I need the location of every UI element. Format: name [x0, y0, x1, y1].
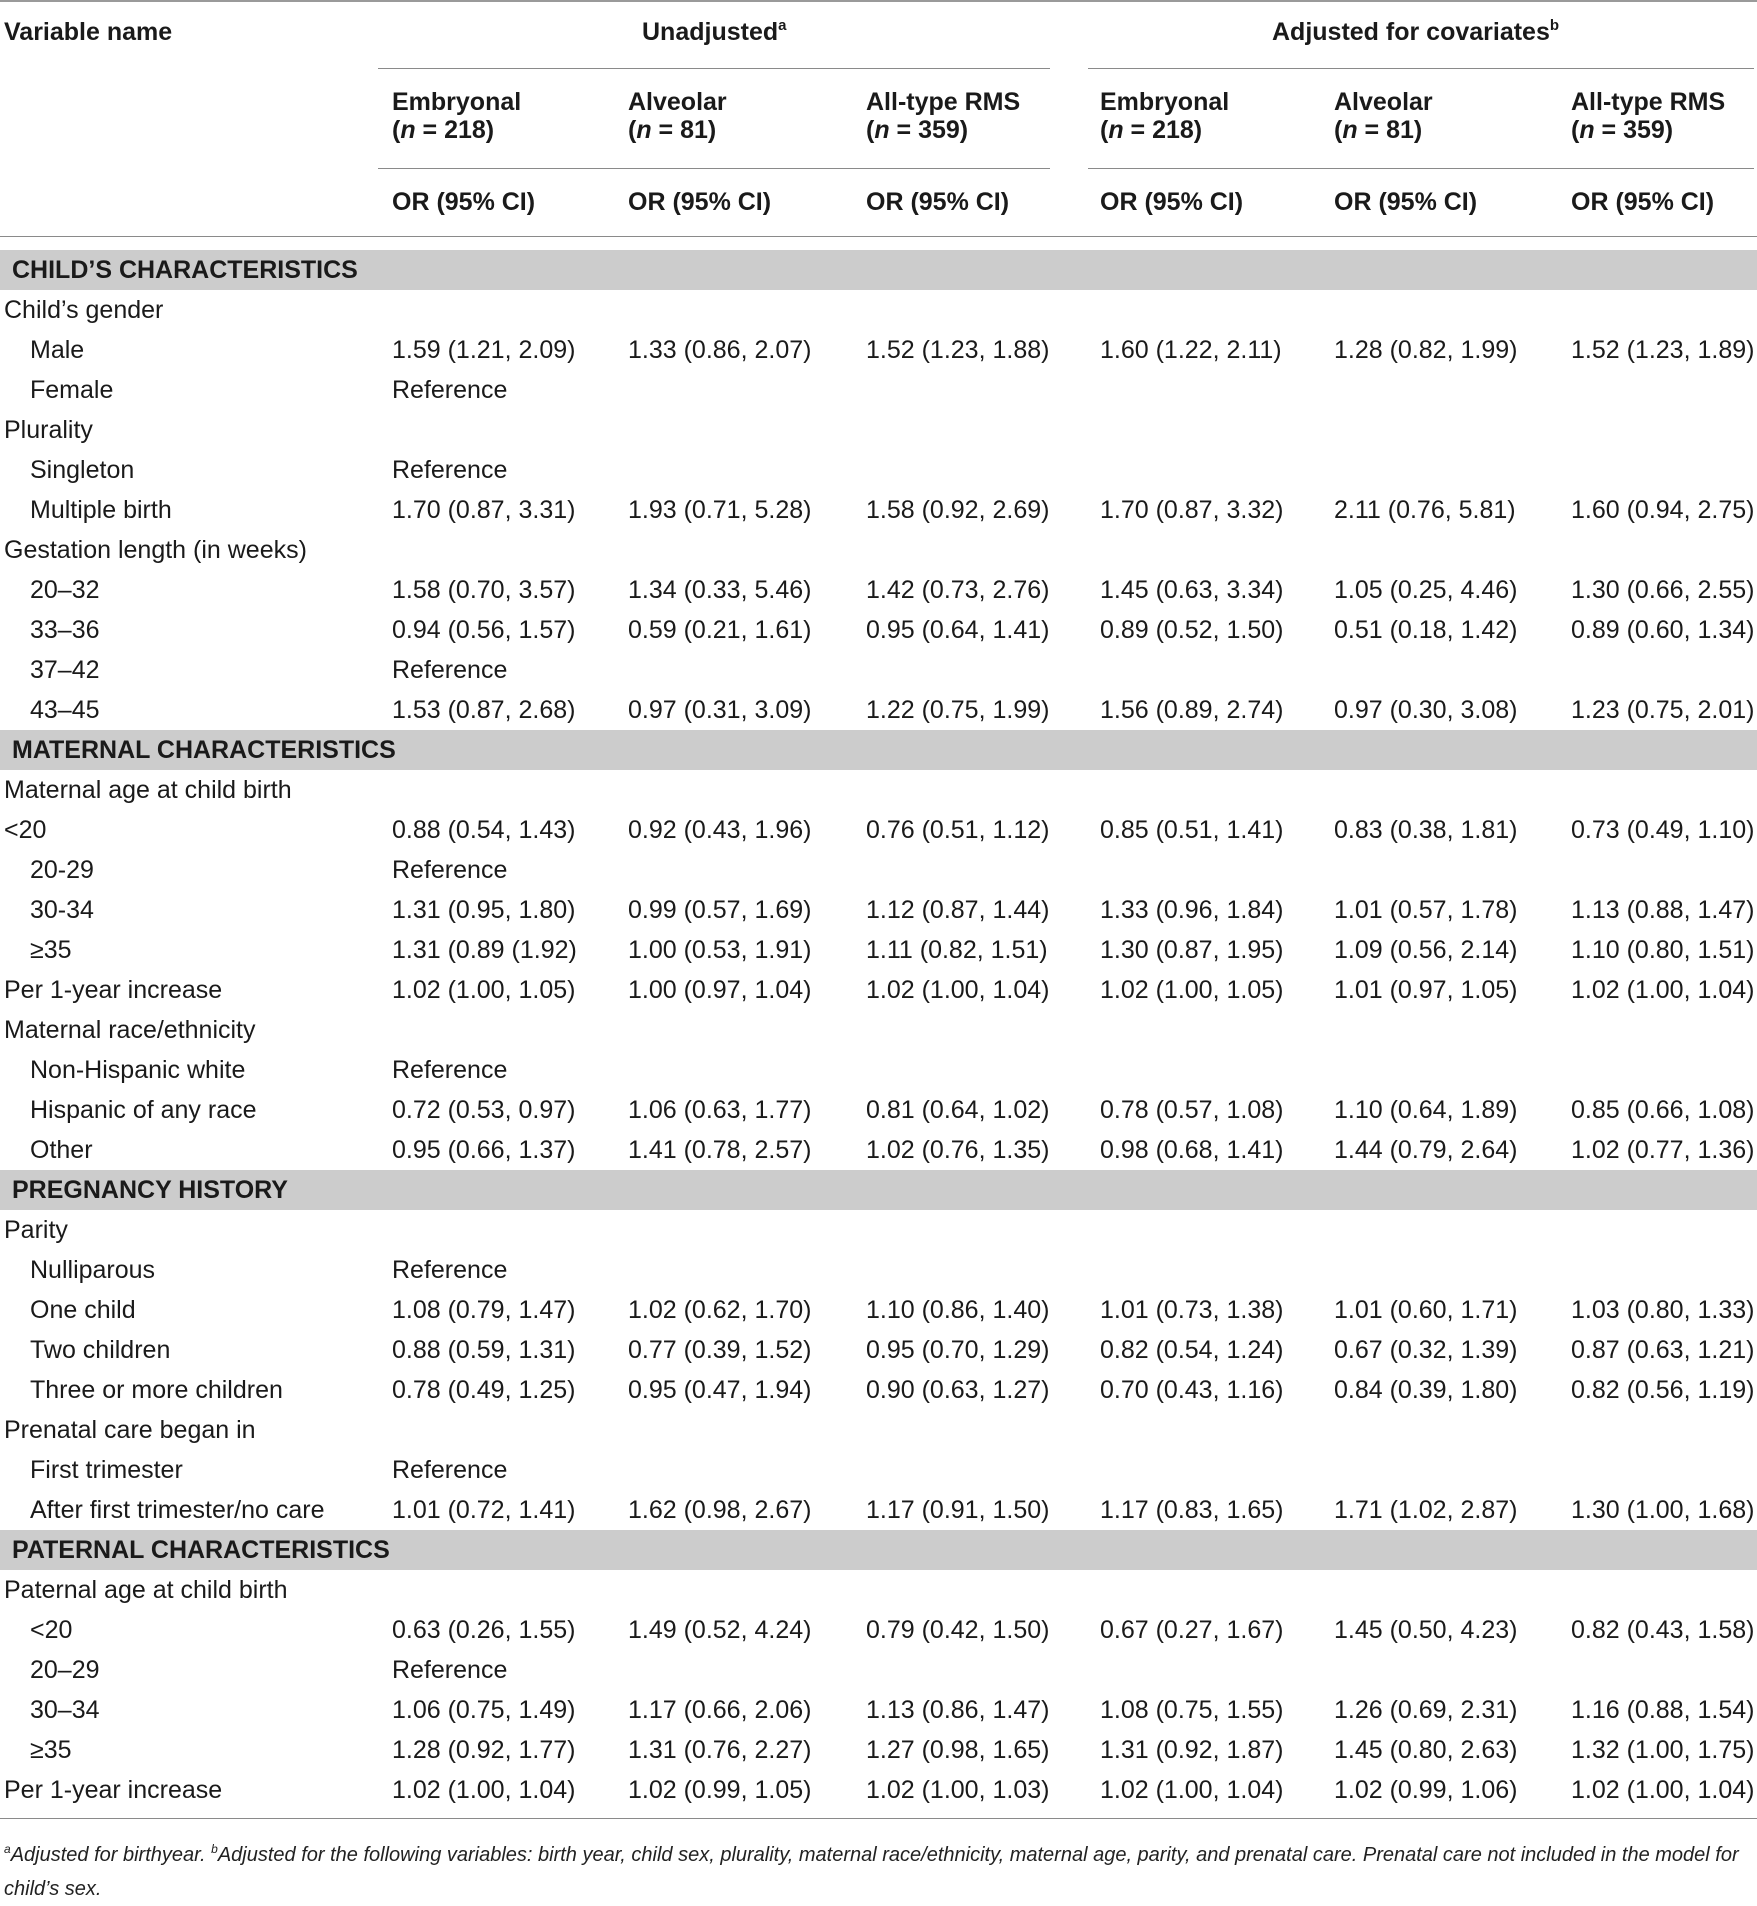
or-cell: 1.28 (0.92, 1.77) [392, 1736, 576, 1764]
row-label: Hispanic of any race [30, 1096, 257, 1124]
table-row [0, 1330, 1757, 1370]
row-label: Three or more children [30, 1376, 283, 1404]
group-rule-right [1088, 168, 1754, 169]
group-label-row [0, 530, 1757, 570]
row-label: Gestation length (in weeks) [4, 536, 307, 564]
or-cell: 0.51 (0.18, 1.42) [1334, 616, 1518, 644]
row-label: 20–29 [30, 1656, 100, 1684]
table-row [0, 1770, 1757, 1810]
group-header-3: All-type RMS (n = 359) [866, 88, 1021, 144]
or-cell: 1.30 (0.66, 2.55) [1571, 576, 1755, 604]
or-cell: 0.89 (0.52, 1.50) [1100, 616, 1284, 644]
or-cell: 1.03 (0.80, 1.33) [1571, 1296, 1755, 1324]
row-label: <20 [4, 816, 47, 844]
or-cell: Reference [392, 1256, 508, 1284]
footnote: $^a$Adjusted for birthyear. $^b$Adjusted for the following variables: birth year, child sex, plurality, maternal race/ethnicity, maternal age, parity, and prenatal care. Prenatal care not included in the model for child’s sex. [4, 1842, 1739, 1900]
section-label: CHILD’S CHARACTERISTICS [12, 256, 358, 284]
variable-name-header: Variable name [4, 18, 173, 46]
or-cell: 0.88 (0.59, 1.31) [392, 1336, 576, 1364]
row-label: Prenatal care began in [4, 1416, 256, 1444]
unadjusted-header: Unadjusted$^a$ [642, 17, 787, 46]
or-cell: 0.77 (0.39, 1.52) [628, 1336, 812, 1364]
table-row [0, 1090, 1757, 1130]
or-cell: 1.12 (0.87, 1.44) [866, 896, 1050, 924]
or-cell: 1.70 (0.87, 3.31) [392, 496, 576, 524]
table-row [0, 690, 1757, 730]
or-cell: 0.84 (0.39, 1.80) [1334, 1376, 1518, 1404]
table-row [0, 1730, 1757, 1770]
or-cell: 1.01 (0.57, 1.78) [1334, 896, 1518, 924]
or-cell: 1.31 (0.76, 2.27) [628, 1736, 812, 1764]
row-label: Other [30, 1136, 93, 1164]
or-cell: 0.99 (0.57, 1.69) [628, 896, 812, 924]
or-cell: 1.06 (0.63, 1.77) [628, 1096, 812, 1124]
row-label: One child [30, 1296, 136, 1324]
or-cell: 0.85 (0.51, 1.41) [1100, 816, 1284, 844]
group-header-4: Embryonal (n = 218) [1100, 88, 1230, 144]
or-cell: 1.52 (1.23, 1.89) [1571, 336, 1755, 364]
or-cell: 0.97 (0.30, 3.08) [1334, 696, 1518, 724]
adjusted-rule [1088, 68, 1754, 69]
table-row [0, 1650, 1757, 1690]
or-cell: 1.34 (0.33, 5.46) [628, 576, 812, 604]
or-cell: 1.02 (0.76, 1.35) [866, 1136, 1050, 1164]
or-cell: 1.10 (0.64, 1.89) [1334, 1096, 1518, 1124]
or-cell: 0.95 (0.70, 1.29) [866, 1336, 1050, 1364]
or-cell: 0.81 (0.64, 1.02) [866, 1096, 1050, 1124]
group-header-2: Alveolar (n = 81) [628, 88, 727, 144]
or-cell: 1.71 (1.02, 2.87) [1334, 1496, 1518, 1524]
row-label: 43–45 [30, 696, 100, 724]
or-cell: 1.31 (0.95, 1.80) [392, 896, 576, 924]
or-cell: 1.17 (0.66, 2.06) [628, 1696, 812, 1724]
group-header-5: Alveolar (n = 81) [1334, 88, 1433, 144]
table-row [0, 1490, 1757, 1530]
or-cell: 1.09 (0.56, 2.14) [1334, 936, 1518, 964]
or-cell: Reference [392, 1656, 508, 1684]
or-cell: 0.76 (0.51, 1.12) [866, 816, 1050, 844]
row-label: 20-29 [30, 856, 94, 884]
table-row [0, 970, 1757, 1010]
or-cell: 0.87 (0.63, 1.21) [1571, 1336, 1755, 1364]
or-cell: 0.98 (0.68, 1.41) [1100, 1136, 1284, 1164]
table-row [0, 1370, 1757, 1410]
or-cell: 1.00 (0.97, 1.04) [628, 976, 812, 1004]
or-cell: 1.02 (1.00, 1.04) [1571, 1776, 1755, 1804]
or-cell: 1.01 (0.73, 1.38) [1100, 1296, 1284, 1324]
row-label: Child’s gender [4, 296, 164, 324]
or-cell: 1.33 (0.96, 1.84) [1100, 896, 1284, 924]
header-bottom-rule [0, 236, 1757, 237]
row-label: Maternal race/ethnicity [4, 1016, 256, 1044]
or-cell: 1.01 (0.60, 1.71) [1334, 1296, 1518, 1324]
or-cell: 0.78 (0.57, 1.08) [1100, 1096, 1284, 1124]
or-cell: 1.49 (0.52, 4.24) [628, 1616, 812, 1644]
or-cell: 0.90 (0.63, 1.27) [866, 1376, 1050, 1404]
or-cell: 1.44 (0.79, 2.64) [1334, 1136, 1518, 1164]
or-cell: 0.72 (0.53, 0.97) [392, 1096, 576, 1124]
group-label-row [0, 410, 1757, 450]
table-row [0, 1690, 1757, 1730]
or-cell: 0.67 (0.32, 1.39) [1334, 1336, 1518, 1364]
or-cell: 1.28 (0.82, 1.99) [1334, 336, 1518, 364]
row-label: Female [30, 376, 114, 404]
or-cell: 1.02 (0.62, 1.70) [628, 1296, 812, 1324]
row-label: Multiple birth [30, 496, 172, 524]
or-cell: 0.82 (0.43, 1.58) [1571, 1616, 1755, 1644]
or-cell: 1.13 (0.86, 1.47) [866, 1696, 1050, 1724]
or-cell: 1.00 (0.53, 1.91) [628, 936, 812, 964]
group-header-6: All-type RMS (n = 359) [1571, 88, 1726, 144]
or-cell: Reference [392, 376, 508, 404]
row-label: Male [30, 336, 85, 364]
or-cell: 1.52 (1.23, 1.88) [866, 336, 1050, 364]
or-cell: 1.02 (1.00, 1.04) [392, 1776, 576, 1804]
or-label-2: OR (95% CI) [628, 188, 772, 216]
or-cell: 0.85 (0.66, 1.08) [1571, 1096, 1755, 1124]
table-row [0, 1610, 1757, 1650]
or-cell: 2.11 (0.76, 5.81) [1334, 496, 1516, 524]
footer-rule [0, 1818, 1757, 1819]
or-label-5: OR (95% CI) [1334, 188, 1478, 216]
or-cell: 1.30 (1.00, 1.68) [1571, 1496, 1755, 1524]
row-label: 30-34 [30, 896, 94, 924]
or-cell: 1.08 (0.75, 1.55) [1100, 1696, 1284, 1724]
or-cell: 1.45 (0.50, 4.23) [1334, 1616, 1518, 1644]
row-label: ≥35 [30, 936, 72, 964]
or-cell: 1.16 (0.88, 1.54) [1571, 1696, 1755, 1724]
table-row [0, 1290, 1757, 1330]
or-cell: 1.32 (1.00, 1.75) [1571, 1736, 1755, 1764]
or-cell: Reference [392, 1056, 508, 1084]
table-row [0, 330, 1757, 370]
row-label: Paternal age at child birth [4, 1576, 288, 1604]
or-cell: 1.33 (0.86, 2.07) [628, 336, 812, 364]
table-row [0, 1130, 1757, 1170]
group-label-row [0, 1210, 1757, 1250]
table-row [0, 650, 1757, 690]
or-cell: 1.02 (1.00, 1.04) [1100, 1776, 1284, 1804]
table-row [0, 810, 1757, 850]
section-label: PREGNANCY HISTORY [12, 1176, 288, 1204]
section-label: PATERNAL CHARACTERISTICS [12, 1536, 390, 1564]
section-header-row [0, 1530, 1757, 1570]
or-cell: 1.56 (0.89, 2.74) [1100, 696, 1284, 724]
or-cell: 0.73 (0.49, 1.10) [1571, 816, 1755, 844]
or-cell: 1.02 (1.00, 1.05) [1100, 976, 1284, 1004]
or-cell: Reference [392, 456, 508, 484]
or-cell: 1.22 (0.75, 1.99) [866, 696, 1050, 724]
or-cell: 1.45 (0.80, 2.63) [1334, 1736, 1518, 1764]
or-cell: 1.41 (0.78, 2.57) [628, 1136, 812, 1164]
or-cell: 0.82 (0.56, 1.19) [1571, 1376, 1755, 1404]
or-cell: 1.45 (0.63, 3.34) [1100, 576, 1284, 604]
or-label-1: OR (95% CI) [392, 188, 536, 216]
row-label: ≥35 [30, 1736, 72, 1764]
or-cell: 0.88 (0.54, 1.43) [392, 816, 576, 844]
or-cell: 0.79 (0.42, 1.50) [866, 1616, 1050, 1644]
row-label: Two children [30, 1336, 171, 1364]
or-cell: 0.92 (0.43, 1.96) [628, 816, 812, 844]
or-cell: 1.42 (0.73, 2.76) [866, 576, 1050, 604]
table-header [0, 0, 1757, 240]
or-cell: 1.10 (0.86, 1.40) [866, 1296, 1050, 1324]
or-cell: 1.06 (0.75, 1.49) [392, 1696, 576, 1724]
or-cell: 1.31 (0.89 (1.92) [392, 936, 577, 964]
row-label: Per 1-year increase [4, 976, 223, 1004]
or-cell: 1.53 (0.87, 2.68) [392, 696, 576, 724]
or-cell: 1.59 (1.21, 2.09) [392, 336, 576, 364]
or-cell: 1.02 (1.00, 1.04) [1571, 976, 1755, 1004]
or-cell: 1.05 (0.25, 4.46) [1334, 576, 1518, 604]
or-label-6: OR (95% CI) [1571, 188, 1715, 216]
or-cell: 1.60 (0.94, 2.75) [1571, 496, 1755, 524]
table-row [0, 370, 1757, 410]
or-cell: 1.23 (0.75, 2.01) [1571, 696, 1755, 724]
or-cell: 1.02 (1.00, 1.04) [866, 976, 1050, 1004]
or-cell: 1.58 (0.70, 3.57) [392, 576, 576, 604]
or-cell: 1.13 (0.88, 1.47) [1571, 896, 1755, 924]
or-cell: 1.30 (0.87, 1.95) [1100, 936, 1284, 964]
or-cell: 1.27 (0.98, 1.65) [866, 1736, 1050, 1764]
row-label: 33–36 [30, 616, 100, 644]
row-label: Nulliparous [30, 1256, 156, 1284]
section-label: MATERNAL CHARACTERISTICS [12, 736, 396, 764]
section-header-row [0, 730, 1757, 770]
or-label-3: OR (95% CI) [866, 188, 1010, 216]
section-header-row [0, 1170, 1757, 1210]
table-row [0, 1050, 1757, 1090]
or-cell: 1.08 (0.79, 1.47) [392, 1296, 576, 1324]
adjusted-header: Adjusted for covariates$^b$ [1272, 17, 1560, 46]
or-cell: 1.26 (0.69, 2.31) [1334, 1696, 1518, 1724]
or-cell: 0.59 (0.21, 1.61) [628, 616, 812, 644]
or-cell: 1.01 (0.97, 1.05) [1334, 976, 1518, 1004]
or-cell: 1.60 (1.22, 2.11) [1100, 336, 1282, 364]
or-cell: 1.62 (0.98, 2.67) [628, 1496, 812, 1524]
or-cell: 0.94 (0.56, 1.57) [392, 616, 576, 644]
unadjusted-rule [378, 68, 1050, 69]
table-row [0, 930, 1757, 970]
group-label-row [0, 770, 1757, 810]
or-cell: 0.70 (0.43, 1.16) [1100, 1376, 1284, 1404]
or-cell: 1.11 (0.82, 1.51) [866, 936, 1048, 964]
or-cell: 0.95 (0.47, 1.94) [628, 1376, 812, 1404]
row-label: Singleton [30, 456, 135, 484]
row-label: Non-Hispanic white [30, 1056, 246, 1084]
or-cell: 1.93 (0.71, 5.28) [628, 496, 812, 524]
or-cell: 0.89 (0.60, 1.34) [1571, 616, 1755, 644]
table-row [0, 610, 1757, 650]
table-row [0, 1250, 1757, 1290]
top-rule [0, 0, 1757, 2]
group-rule-left [378, 168, 1050, 169]
or-cell: 1.02 (1.00, 1.05) [392, 976, 576, 1004]
group-label-row [0, 1570, 1757, 1610]
or-cell: 0.83 (0.38, 1.81) [1334, 816, 1518, 844]
table-row [0, 570, 1757, 610]
table-row [0, 890, 1757, 930]
group-label-row [0, 1010, 1757, 1050]
group-header-1: Embryonal (n = 218) [392, 88, 522, 144]
or-cell: 0.97 (0.31, 3.09) [628, 696, 812, 724]
or-label-4: OR (95% CI) [1100, 188, 1244, 216]
table-row [0, 850, 1757, 890]
or-cell: 0.82 (0.54, 1.24) [1100, 1336, 1284, 1364]
table-body [0, 250, 1757, 1810]
or-cell: Reference [392, 656, 508, 684]
row-label: Parity [4, 1216, 68, 1244]
row-label: After first trimester/no care [30, 1496, 325, 1524]
or-cell: 1.01 (0.72, 1.41) [392, 1496, 576, 1524]
or-cell: 1.58 (0.92, 2.69) [866, 496, 1050, 524]
or-cell: 1.02 (0.77, 1.36) [1571, 1136, 1755, 1164]
or-cell: 1.31 (0.92, 1.87) [1100, 1736, 1284, 1764]
group-label-row [0, 1410, 1757, 1450]
table-row [0, 490, 1757, 530]
section-header-row [0, 250, 1757, 290]
row-label: Plurality [4, 416, 93, 444]
row-label: 30–34 [30, 1696, 100, 1724]
or-cell: 1.02 (0.99, 1.05) [628, 1776, 812, 1804]
or-cell: 1.70 (0.87, 3.32) [1100, 496, 1284, 524]
table-row [0, 1450, 1757, 1490]
row-label: Maternal age at child birth [4, 776, 292, 804]
or-cell: 1.02 (1.00, 1.03) [866, 1776, 1050, 1804]
or-cell: Reference [392, 1456, 508, 1484]
or-cell: Reference [392, 856, 508, 884]
row-label: First trimester [30, 1456, 183, 1484]
or-cell: 0.63 (0.26, 1.55) [392, 1616, 576, 1644]
or-cell: 0.95 (0.64, 1.41) [866, 616, 1050, 644]
group-label-row [0, 290, 1757, 330]
or-cell: 0.67 (0.27, 1.67) [1100, 1616, 1284, 1644]
row-label: 20–32 [30, 576, 100, 604]
or-cell: 1.17 (0.91, 1.50) [866, 1496, 1050, 1524]
or-cell: 1.02 (0.99, 1.06) [1334, 1776, 1518, 1804]
row-label: 37–42 [30, 656, 100, 684]
or-cell: 0.95 (0.66, 1.37) [392, 1136, 576, 1164]
row-label: Per 1-year increase [4, 1776, 223, 1804]
or-cell: 1.17 (0.83, 1.65) [1100, 1496, 1284, 1524]
table-row [0, 450, 1757, 490]
or-cell: 1.10 (0.80, 1.51) [1571, 936, 1755, 964]
or-cell: 0.78 (0.49, 1.25) [392, 1376, 576, 1404]
row-label: <20 [30, 1616, 73, 1644]
